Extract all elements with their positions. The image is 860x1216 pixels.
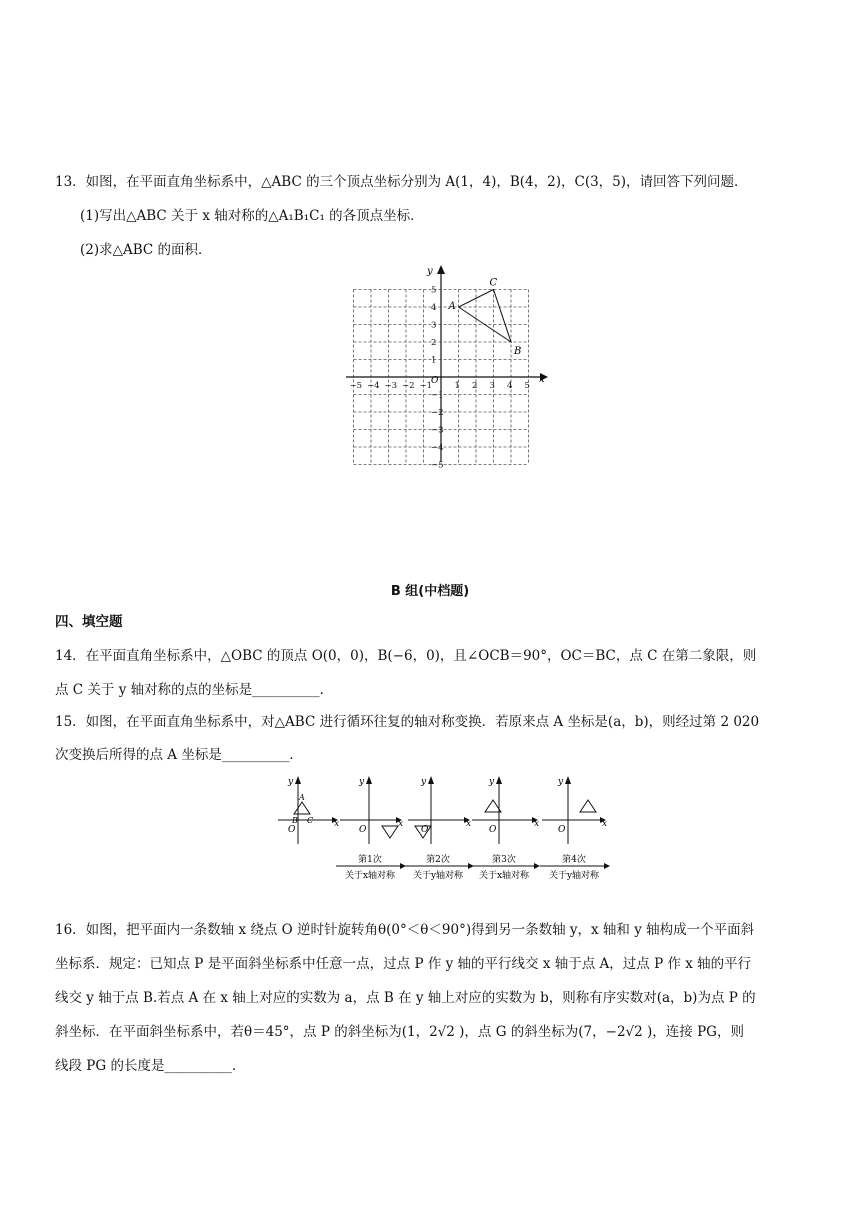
y-tick-label: 2 <box>431 338 437 348</box>
y-tick-label: −4 <box>431 443 444 453</box>
q16-line-3: 线交 y 轴于点 B.若点 A 在 x 轴上对应的实数为 a，点 B 在 y 轴上对应的实数为 b，则称有序实数对(a，b)为点 P 的 <box>55 990 756 1006</box>
step-2 <box>404 853 474 881</box>
x-axis-label: x <box>539 374 545 385</box>
y-tick-label: 4 <box>431 303 437 313</box>
y-axis-arrow <box>437 265 445 274</box>
q15-transform-figure <box>274 770 614 882</box>
x-axis-label: x <box>334 819 340 829</box>
origin-label: O <box>421 825 429 835</box>
step-count: 第4次 <box>562 855 586 865</box>
panel-0 <box>278 776 339 844</box>
group-title: B 组(中档题) <box>390 584 470 599</box>
step-4 <box>540 853 610 881</box>
step-1 <box>336 853 406 881</box>
x-tick-label: 5 <box>524 381 530 391</box>
x-axis-label: x <box>602 819 608 829</box>
y-axis-label: y <box>359 777 365 787</box>
step-count: 第2次 <box>426 855 450 865</box>
panel-4 <box>542 776 607 844</box>
y-tick-label: −5 <box>431 460 444 471</box>
y-tick-label: 3 <box>431 320 437 331</box>
triangle <box>382 826 398 838</box>
y-tick-label: −3 <box>431 425 444 436</box>
label-c: C <box>307 816 314 825</box>
q13-coordinate-figure <box>340 262 550 472</box>
origin-label: O <box>489 825 497 835</box>
section-heading: 四、填空题 <box>55 614 123 630</box>
origin-label: O <box>288 825 296 835</box>
y-tick-label: 1 <box>431 355 437 366</box>
q16-line-5: 线段 PG 的长度是__________． <box>55 1058 246 1074</box>
q16-line-2: 坐标系．规定：已知点 P 是平面斜坐标系中任意一点，过点 P 作 y 轴的平行线交 x 轴于点 A，过点 P 作 x 轴的平行 <box>55 956 752 972</box>
step-desc: 关于x轴对称 <box>344 871 396 881</box>
origin-label: O <box>359 825 367 835</box>
x-tick-label: −1 <box>419 381 433 391</box>
y-axis-label: y <box>558 777 564 787</box>
step-desc: 关于y轴对称 <box>548 871 600 881</box>
q14-line-2: 点 C 关于 y 轴对称的点的坐标是__________． <box>55 682 334 698</box>
point-a-label: A <box>448 301 456 312</box>
x-tick-label: 4 <box>507 381 513 391</box>
x-tick-label: 1 <box>454 381 460 391</box>
q16-line-1: 16．如图，把平面内一条数轴 x 绕点 O 逆时针旋转角θ(0°＜θ＜90°)得到另一条数轴 y，x 轴和 y 轴构成一个平面斜 <box>55 922 755 938</box>
step-3 <box>470 853 540 881</box>
q15-line-2: 次变换后所得的点 A 坐标是__________． <box>55 747 303 763</box>
triangle <box>294 802 310 814</box>
x-axis-label: x <box>534 819 540 829</box>
q14-line-1: 14．在平面直角坐标系中，△OBC 的顶点 O(0，0)，B(−6，0)，且∠OCB＝90°，OC＝BC，点 C 在第二象限，则 <box>55 648 757 664</box>
triangle <box>580 800 596 812</box>
x-tick-label: −5 <box>349 381 363 391</box>
q16-line-4: 斜坐标．在平面斜坐标系中，若θ＝45°，点 P 的斜坐标为(1，2√2 )，点 G 的斜坐标为(7，−2√2 )，连接 PG，则 <box>55 1024 744 1040</box>
origin-label: O <box>558 825 566 835</box>
x-axis-label: x <box>398 819 404 829</box>
point-c-label: C <box>489 277 498 289</box>
label-b: B <box>292 816 298 825</box>
panel-1 <box>340 776 403 844</box>
y-axis-label: y <box>421 777 427 787</box>
y-axis-label: y <box>489 777 495 787</box>
step-count: 第1次 <box>358 855 382 865</box>
step-desc: 关于x轴对称 <box>478 871 530 881</box>
x-tick-label: 2 <box>472 381 478 391</box>
x-tick-label: −3 <box>384 381 398 391</box>
x-axis-label: x <box>466 819 472 829</box>
point-b-label: B <box>514 346 522 357</box>
step-count: 第3次 <box>492 855 516 865</box>
y-tick-label: −1 <box>431 390 444 401</box>
q13-stem: 13．如图，在平面直角坐标系中，△ABC 的三个顶点坐标分别为 A(1，4)，B(4，2)，C(3，5)，请回答下列问题． <box>55 174 748 190</box>
step-desc: 关于y轴对称 <box>412 871 464 881</box>
x-tick-label: −4 <box>367 381 380 391</box>
y-axis-label: y <box>288 777 294 787</box>
q15-line-1: 15．如图，在平面直角坐标系中，对△ABC 进行循环往复的轴对称变换．若原来点 A 坐标是(a，b)，则经过第 2 020 <box>55 714 760 730</box>
y-axis-label: y <box>427 266 433 277</box>
x-tick-label: 3 <box>489 381 495 391</box>
panel-3 <box>472 776 539 844</box>
y-tick-label: −2 <box>431 408 444 418</box>
triangle-abc <box>459 290 512 343</box>
origin-label: O <box>431 376 439 386</box>
x-tick-label: −2 <box>402 381 415 391</box>
y-tick-label: 5 <box>431 285 437 296</box>
panel-2 <box>408 776 471 844</box>
q13-part2: (2)求△ABC 的面积． <box>80 242 212 258</box>
q13-part1: (1)写出△ABC 关于 x 轴对称的△A₁B₁C₁ 的各顶点坐标． <box>80 208 424 224</box>
label-a: A <box>299 793 305 802</box>
